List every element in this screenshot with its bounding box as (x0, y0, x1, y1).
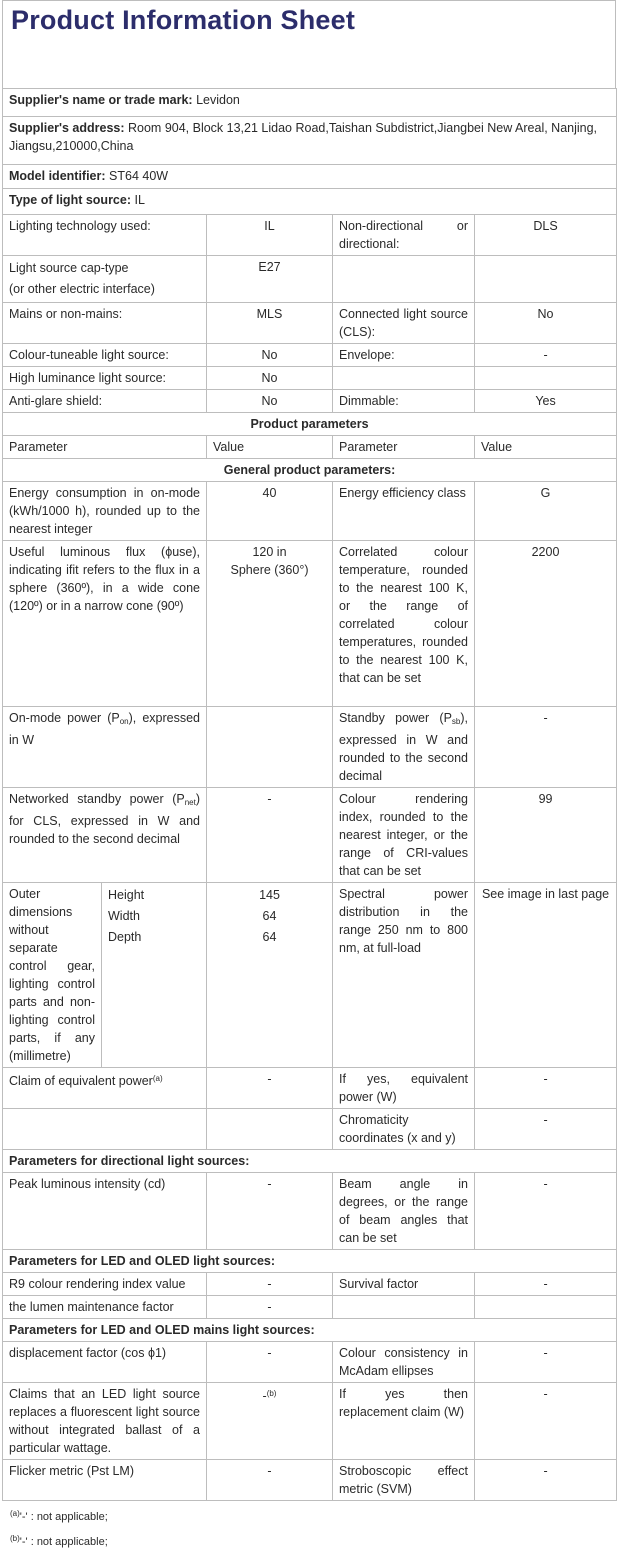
directional-value: DLS (475, 215, 617, 256)
width-label: Width (108, 909, 140, 923)
replace-value: -$^{(b)}$ (207, 1383, 333, 1460)
peak-label: Peak luminous intensity (cd) (3, 1173, 207, 1250)
led-header (3, 1250, 617, 1273)
cct-label: Correlated colour temperature, rounded to the nearest 100 K, or the range of correlated colour temperatures, rounded to the nearest 100 K, that can be set (333, 541, 475, 707)
energy-cons-label: Energy consumption in on-mode (kWh/1000 h), rounded up to the nearest integer (3, 482, 207, 541)
energy-cons-value: 40 (207, 482, 333, 541)
r9-value: - (207, 1273, 333, 1296)
pon-value (207, 707, 333, 788)
page-title: Product Information Sheet (11, 5, 356, 35)
mcadam-value: - (475, 1342, 617, 1383)
supplier-name-label: Supplier's name or trade mark: (9, 93, 193, 107)
lighting-tech-label: Lighting technology used: (3, 215, 207, 256)
dimmable-label: Dimmable: (333, 390, 475, 413)
beam-value: - (475, 1173, 617, 1250)
chroma-row (3, 1109, 617, 1150)
supplier-name-row (3, 89, 617, 117)
led-mains-title: Parameters for LED and OLED mains light sources: (3, 1319, 617, 1342)
anti-glare-label: Anti-glare shield: (3, 390, 207, 413)
disp-row (3, 1342, 617, 1383)
disp-value: - (207, 1342, 333, 1383)
pon-label: On-mode power $(P_{on})$, expressed in W (3, 707, 207, 788)
r9-row (3, 1273, 617, 1296)
value-header-1: Value (207, 436, 333, 459)
supplier-name-value: Levidon (196, 93, 240, 107)
lumen-maint-row (3, 1296, 617, 1319)
led-title: Parameters for LED and OLED light sources: (3, 1250, 617, 1273)
dims-label: Outer dimensions without separate control gear, lighting control parts and non-lighting control parts, if any (millimetre) (3, 883, 102, 1068)
flux-value-1: 120 in (252, 545, 287, 559)
cls-value: No (475, 303, 617, 344)
equiv-row (3, 1068, 617, 1109)
cri-value: 99 (475, 788, 617, 883)
directional-label: Non-directional or directional: (333, 215, 475, 256)
beam-label: Beam angle in degrees, or the range of beam angles that can be set (333, 1173, 475, 1250)
footnotes (2, 1501, 616, 1553)
high-lum-row (3, 367, 617, 390)
model-row (3, 165, 617, 189)
cri-label: Colour rendering index, rounded to the nearest integer, or the range of CRI-values that can be set (333, 788, 475, 883)
type-row (3, 189, 617, 215)
high-lum-value: No (207, 367, 333, 390)
replace-row (3, 1383, 617, 1460)
chroma-label: Chromaticity coordinates (x and y) (333, 1109, 475, 1150)
general-params-title: General product parameters: (3, 459, 617, 482)
product-params-header (3, 413, 617, 436)
model-label: Model identifier: (9, 169, 106, 183)
psb-label: Standby power $(P_{sb})$, expressed in W and rounded to the second decimal (333, 707, 475, 788)
product-information-sheet (2, 0, 616, 1553)
equiv-power-label: If yes, equivalent power (W) (333, 1068, 475, 1109)
supplier-address-value: Room 904, Block 13,21 Lidao Road,Taishan Subdistrict,Jiangbei New Areal, Nanjing, Jiangsu,210000,China (9, 121, 598, 153)
r9-label: R9 colour rendering index value (3, 1273, 207, 1296)
cls-label: Connected light source (CLS): (333, 303, 475, 344)
lumen-maint-label: the lumen maintenance factor (3, 1296, 207, 1319)
title-box (2, 0, 616, 88)
energy-class-value: G (475, 482, 617, 541)
dimmable-value: Yes (475, 390, 617, 413)
flux-value-2: Sphere (360°) (230, 563, 309, 577)
directional-header (3, 1150, 617, 1173)
envelope-label: Envelope: (333, 344, 475, 367)
flicker-row (3, 1460, 617, 1501)
type-value: IL (134, 193, 145, 207)
flicker-value: - (207, 1460, 333, 1501)
flux-label: Useful luminous flux (ϕuse), indicating ifit refers to the flux in a sphere (360º), in a wide cone (120º) or in a narrow cone (90º) (3, 541, 207, 707)
anti-glare-value: No (207, 390, 333, 413)
height-label: Height (108, 888, 145, 902)
psb-value: - (475, 707, 617, 788)
cap-value: E27 (207, 256, 333, 303)
param-header-1: Parameter (3, 436, 207, 459)
mcadam-label: Colour consistency in McAdam ellipses (333, 1342, 475, 1383)
energy-class-label: Energy efficiency class (333, 482, 475, 541)
high-lum-label: High luminance light source: (3, 367, 207, 390)
supplier-address-row (3, 117, 617, 165)
width-value: 64 (262, 909, 277, 923)
survival-value: - (475, 1273, 617, 1296)
depth-label: Depth (108, 930, 142, 944)
pnet-label: Networked standby power $(P_{net})$ for CLS, expressed in W and rounded to the second decimal (3, 788, 207, 883)
pnet-value: - (207, 788, 333, 883)
colour-tune-row (3, 344, 617, 367)
info-table (2, 88, 617, 1501)
spd-label: Spectral power distribution in the range 250 nm to 800 nm, at full-load (333, 883, 475, 1068)
column-header-row (3, 436, 617, 459)
peak-row (3, 1173, 617, 1250)
equiv-power-value: - (475, 1068, 617, 1109)
flicker-label: Flicker metric (Pst LM) (3, 1460, 207, 1501)
general-params-header (3, 459, 617, 482)
footnote-b: $^{(b)}$'-' : not applicable; (10, 1534, 108, 1548)
supplier-address-label: Supplier's address: (9, 121, 125, 135)
replace-label: Claims that an LED light source replaces a fluorescent light source without integrated ballast of a particular wattage. (3, 1383, 207, 1460)
colour-tune-value: No (207, 344, 333, 367)
anti-glare-row (3, 390, 617, 413)
survival-label: Survival factor (333, 1273, 475, 1296)
height-value: 145 (259, 888, 280, 902)
lumen-maint-value: - (207, 1296, 333, 1319)
cap-label-1: Light source cap-type (9, 261, 129, 275)
power-row (3, 707, 617, 788)
equiv-value: - (207, 1068, 333, 1109)
envelope-value: - (475, 344, 617, 367)
replace-claim-value: - (475, 1383, 617, 1460)
dimensions-row (3, 883, 617, 1068)
colour-tune-label: Colour-tuneable light source: (3, 344, 207, 367)
flux-row (3, 541, 617, 707)
mains-row (3, 303, 617, 344)
spd-value: See image in last page (475, 883, 617, 1068)
peak-value: - (207, 1173, 333, 1250)
lighting-tech-value: IL (207, 215, 333, 256)
param-header-2: Parameter (333, 436, 475, 459)
mains-value: MLS (207, 303, 333, 344)
type-label: Type of light source: (9, 193, 131, 207)
cct-value: 2200 (475, 541, 617, 707)
disp-label: displacement factor (cos ϕ1) (3, 1342, 207, 1383)
lighting-tech-row (3, 215, 617, 256)
strobo-value: - (475, 1460, 617, 1501)
strobo-label: Stroboscopic effect metric (SVM) (333, 1460, 475, 1501)
mains-label: Mains or non-mains: (3, 303, 207, 344)
chroma-value: - (475, 1109, 617, 1150)
cap-type-row (3, 256, 617, 303)
led-mains-header (3, 1319, 617, 1342)
depth-value: 64 (262, 930, 277, 944)
product-params-title: Product parameters (3, 413, 617, 436)
footnote-a: $^{(a)}$'-' : not applicable; (10, 1509, 108, 1523)
cap-label-2: (or other electric interface) (9, 282, 155, 296)
standby-cri-row (3, 788, 617, 883)
replace-claim-label: If yes then replacement claim (W) (333, 1383, 475, 1460)
value-header-2: Value (475, 436, 617, 459)
directional-title: Parameters for directional light sources: (3, 1150, 617, 1173)
model-value: ST64 40W (109, 169, 169, 183)
equiv-label: Claim of equivalent power$^{(a)}$ (3, 1068, 207, 1109)
energy-row (3, 482, 617, 541)
